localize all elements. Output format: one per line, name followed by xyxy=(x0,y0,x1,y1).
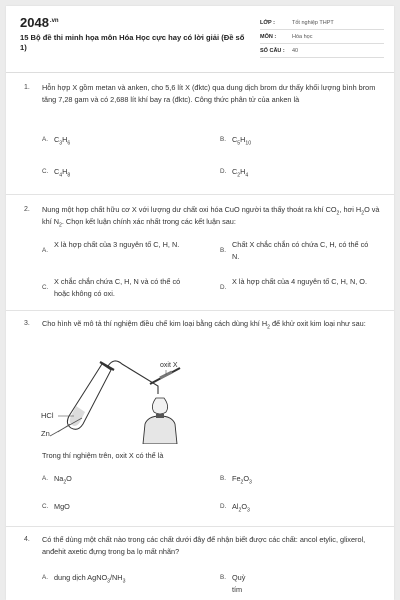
question-number: 1. xyxy=(24,84,30,91)
oxide-tube-icon xyxy=(150,368,180,384)
meta-value: Tốt nghiệp THPT xyxy=(292,19,334,26)
option-text: MgO xyxy=(54,502,70,511)
exam-title: 15 Bộ đề thi minh họa môn Hóa Học cực hay có lời giải (Đề số 1) xyxy=(20,33,245,52)
question-divider xyxy=(6,310,394,311)
test-tube-icon xyxy=(67,362,114,429)
header-divider xyxy=(6,72,394,73)
option-letter: B. xyxy=(220,475,226,482)
delivery-tube-icon xyxy=(108,361,158,394)
oxide-label: oxit X xyxy=(160,362,178,369)
meta-value: Hóa học xyxy=(292,33,313,40)
option-letter: B. xyxy=(220,247,226,254)
question-stem: Hỗn hợp X gồm metan và anken, cho 5,6 lít X (đktc) qua dung dịch brom dư thấy khối lượng bình brom tăng 7,28 gam và có 2,688 lít khí bay ra (đktc). Công thức phân tử của anken là xyxy=(42,83,376,104)
option-letter: C. xyxy=(42,284,49,291)
option-text: X là hợp chất của 4 nguyên tố C, H, N, O. xyxy=(232,277,367,286)
question-followup: Trong thí nghiệm trên, oxit X có thể là xyxy=(42,451,164,460)
option-text: dung dịch $AgNO_3/NH_3$ xyxy=(54,573,126,585)
option-letter: C. xyxy=(42,168,49,175)
option-text: $Na_2O$ xyxy=(54,474,72,486)
meta-subject-row xyxy=(260,30,384,44)
option-letter: A. xyxy=(42,475,48,482)
meta-class-row xyxy=(260,16,384,30)
exam-meta xyxy=(260,16,384,58)
option-letter: D. xyxy=(220,168,227,175)
option-text: X là hợp chất của 3 nguyên tố C, H, N. xyxy=(54,240,180,249)
option-text: $C_5H_{10}$ xyxy=(232,135,252,147)
option-letter: B. xyxy=(220,136,226,143)
question-number: 3. xyxy=(24,320,30,327)
zn-label: Zn xyxy=(41,429,50,438)
option-text: $C_4H_8$ xyxy=(54,167,71,179)
exam-page xyxy=(6,6,394,600)
option-letter: C. xyxy=(42,503,49,510)
option-letter: B. xyxy=(220,574,226,581)
option-letter: D. xyxy=(220,503,227,510)
question-number: 2. xyxy=(24,206,30,213)
logo-text: 2048 xyxy=(20,15,49,30)
meta-key: MÔN : xyxy=(260,33,277,40)
option-text: $C_3H_6$ xyxy=(54,135,71,147)
option-letter: A. xyxy=(42,574,48,581)
site-logo[interactable] xyxy=(20,15,59,30)
option-letter: A. xyxy=(42,247,48,254)
option-text: $C_2H_4$ xyxy=(232,167,249,179)
question-stem: Nung một hợp chất hữu cơ X với lượng dư chất oxi hóa CuO người ta thấy thoát ra khí $CO_2$, hơi $H_2O$ và khí $N_2$. Chọn kết luận chính xác nhất trong các kết luận sau: xyxy=(42,205,380,228)
meta-value: 40 xyxy=(292,47,299,54)
logo-domain: .vn xyxy=(49,17,59,24)
meta-key: SỐ CÂU : xyxy=(260,47,285,54)
option-text: $Fe_2O_3$ xyxy=(232,474,252,486)
question-stem: Cho hình vẽ mô tả thí nghiệm điều chế kim loại bằng cách dùng khí $H_2$ để khử oxit kim loại như sau: xyxy=(42,319,366,331)
question-stem: Có thể dùng một chất nào trong các chất dưới đây để nhận biết được các chất: ancol etylic, glixerol, anđehit axetic đựng trong ba lọ mất nhãn? xyxy=(42,535,366,556)
question-divider xyxy=(6,526,394,527)
experiment-diagram xyxy=(40,358,190,444)
option-letter: D. xyxy=(220,284,227,291)
spirit-lamp-icon xyxy=(143,398,177,444)
option-text: X chắc chắn chứa C, H, N và có thể có hoặc không có oxi. xyxy=(54,277,181,298)
question-divider xyxy=(6,194,394,195)
meta-key: LỚP : xyxy=(260,19,275,26)
option-text: Chất X chắc chắn có chứa C, H, có thể có N. xyxy=(232,240,369,261)
meta-count-row xyxy=(260,44,384,58)
hcl-label: HCl xyxy=(41,411,54,420)
zn-pointer xyxy=(58,424,70,432)
question-number: 4. xyxy=(24,536,30,543)
option-text: $Al_2O_3$ xyxy=(232,502,250,514)
option-letter: A. xyxy=(42,136,48,143)
option-text: Quỳ tím xyxy=(232,573,246,594)
